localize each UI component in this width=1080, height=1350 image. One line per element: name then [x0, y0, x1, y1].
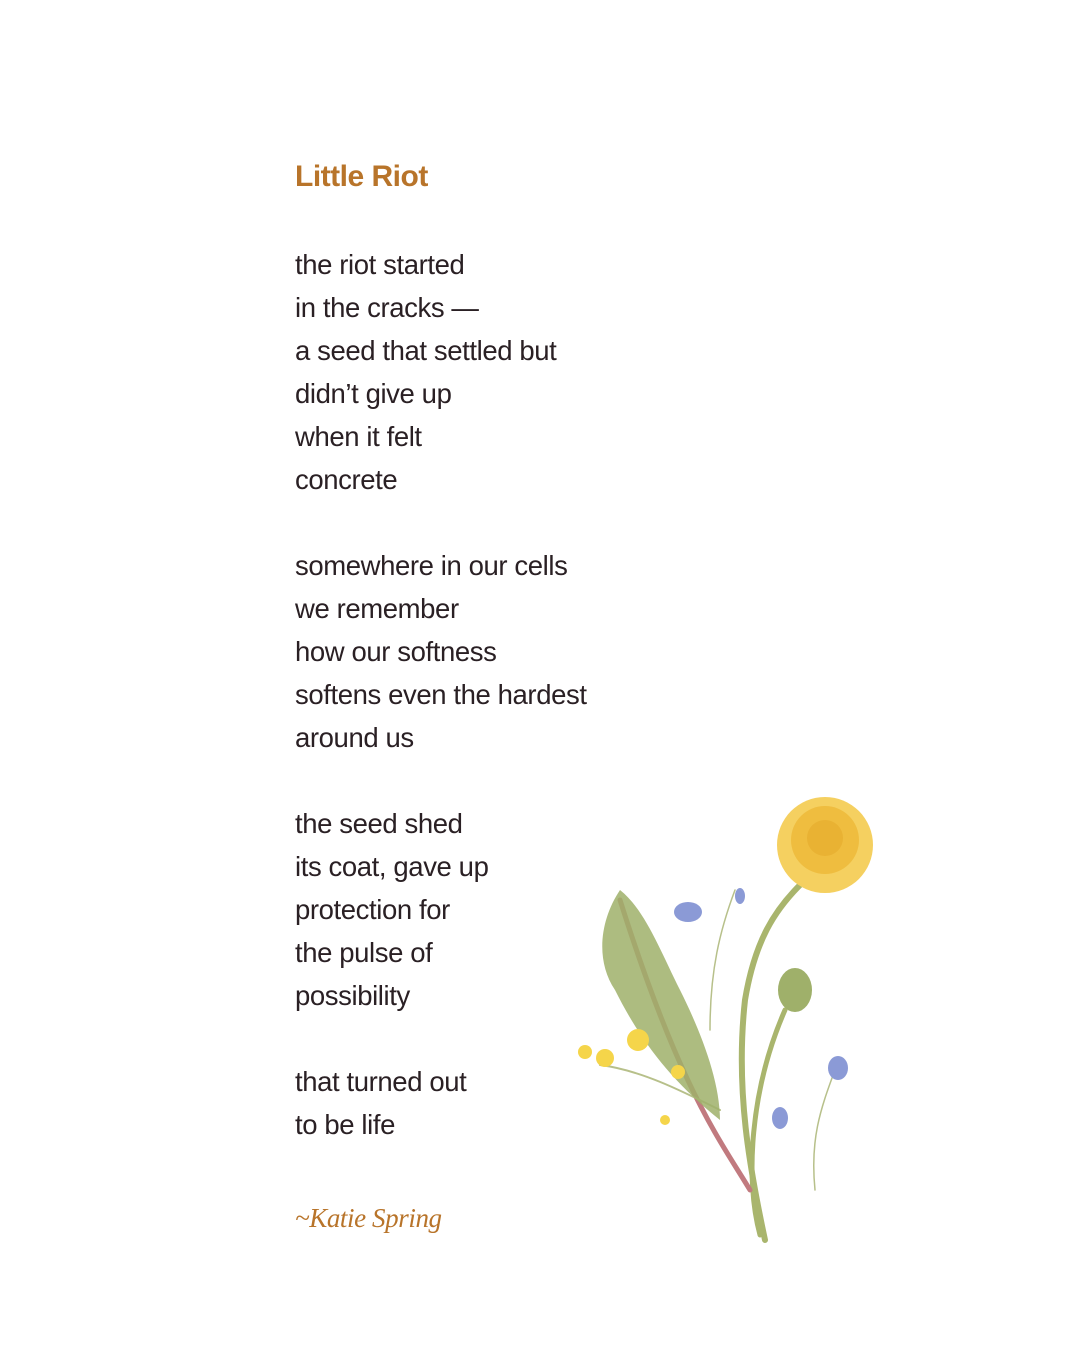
poem-line: to be life [295, 1109, 395, 1140]
poem-line: the riot started [295, 249, 465, 280]
dandelion-flower-icon [777, 797, 873, 893]
poem-title: Little Riot [295, 160, 428, 193]
poem-line: how our softness [295, 636, 497, 667]
poem-line: softens even the hardest [295, 679, 587, 710]
poem-line: somewhere in our cells [295, 550, 568, 581]
poem-body [295, 243, 587, 1189]
poem-line: didn’t give up [295, 378, 452, 409]
stanza-4 [295, 1060, 587, 1146]
dandelion-illustration [560, 790, 910, 1250]
flower-bud [778, 968, 812, 1012]
stanza-1 [295, 243, 587, 501]
poem-line: possibility [295, 980, 410, 1011]
poem-author: ~Katie Spring [295, 1203, 442, 1233]
stanza-2 [295, 544, 587, 759]
poem-line: the seed shed [295, 808, 463, 839]
poem-line: around us [295, 722, 414, 753]
poem-line: a seed that settled but [295, 335, 557, 366]
poem-line: its coat, gave up [295, 851, 489, 882]
poem-line: protection for [295, 894, 450, 925]
poem-line: concrete [295, 464, 398, 495]
poem-line: that turned out [295, 1066, 467, 1097]
stanza-3 [295, 802, 587, 1017]
poem-line: when it felt [295, 421, 422, 452]
leaf [602, 890, 720, 1120]
poem-line: in the cracks — [295, 292, 479, 323]
poem-line: we remember [295, 593, 459, 624]
poem-line: the pulse of [295, 937, 433, 968]
